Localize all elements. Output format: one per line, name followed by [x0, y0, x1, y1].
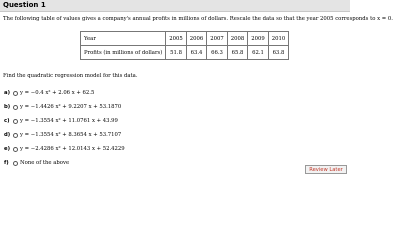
choice-text: y = −1.3554 x² + 11.0761 x + 43.99 — [20, 118, 118, 124]
table-cell: 65.8 — [227, 46, 247, 60]
choice-letter: b) — [4, 104, 11, 110]
question-title: Question 1 — [3, 1, 46, 9]
table-cell: 51.8 — [166, 46, 186, 60]
choice-letter: f) — [4, 160, 9, 166]
choice-text: y = −0.4 x² + 2.06 x + 62.5 — [20, 90, 95, 96]
radio-button[interactable] — [13, 147, 18, 152]
choice-text: y = −1.4426 x² + 9.2207 x + 53.1870 — [20, 104, 122, 110]
choice-a[interactable] — [4, 89, 94, 97]
table-cell: 2009 — [248, 32, 268, 46]
table-cell: 2005 — [166, 32, 186, 46]
choice-letter: e) — [4, 146, 11, 152]
table-cell: 63.4 — [186, 46, 206, 60]
year-header: Year — [81, 32, 166, 46]
radio-button[interactable] — [13, 105, 18, 110]
choice-text: y = −2.4286 x² + 12.0143 x + 52.4229 — [20, 146, 125, 152]
choice-text: y = −1.3554 x² + 8.3654 x + 53.7107 — [20, 132, 122, 138]
table-row — [81, 32, 289, 46]
choice-e[interactable] — [4, 145, 125, 153]
choice-letter: a) — [4, 90, 10, 96]
choice-letter: d) — [4, 132, 11, 138]
choice-c[interactable] — [4, 117, 118, 125]
radio-button[interactable] — [13, 133, 18, 138]
table-cell: 2006 — [186, 32, 206, 46]
question-instruction: Find the quadratic regression model for this data. — [3, 73, 138, 79]
data-table — [80, 31, 289, 60]
table-cell: 2010 — [268, 32, 288, 46]
table-cell: 63.8 — [268, 46, 288, 60]
table-cell: 2008 — [227, 32, 247, 46]
choice-b[interactable] — [4, 103, 121, 111]
choice-text: None of the above — [20, 160, 70, 166]
table-row — [81, 46, 289, 60]
profit-header: Profits (in millions of dollars) — [81, 46, 166, 60]
question-prompt: The following table of values gives a company's annual profits in millions of dollars. Rescale the data so that the year 2005 corresponds to x = 0. — [3, 16, 393, 22]
radio-button[interactable] — [13, 161, 18, 166]
choice-d[interactable] — [4, 131, 121, 139]
table-cell: 2007 — [207, 32, 227, 46]
choice-letter: c) — [4, 118, 10, 124]
table-cell: 66.3 — [207, 46, 227, 60]
choice-f[interactable] — [4, 159, 69, 167]
radio-button[interactable] — [13, 119, 18, 124]
review-later-button[interactable]: Review Later — [305, 165, 347, 174]
question-header — [0, 0, 350, 12]
table-cell: 62.1 — [248, 46, 268, 60]
radio-button[interactable] — [13, 91, 18, 96]
